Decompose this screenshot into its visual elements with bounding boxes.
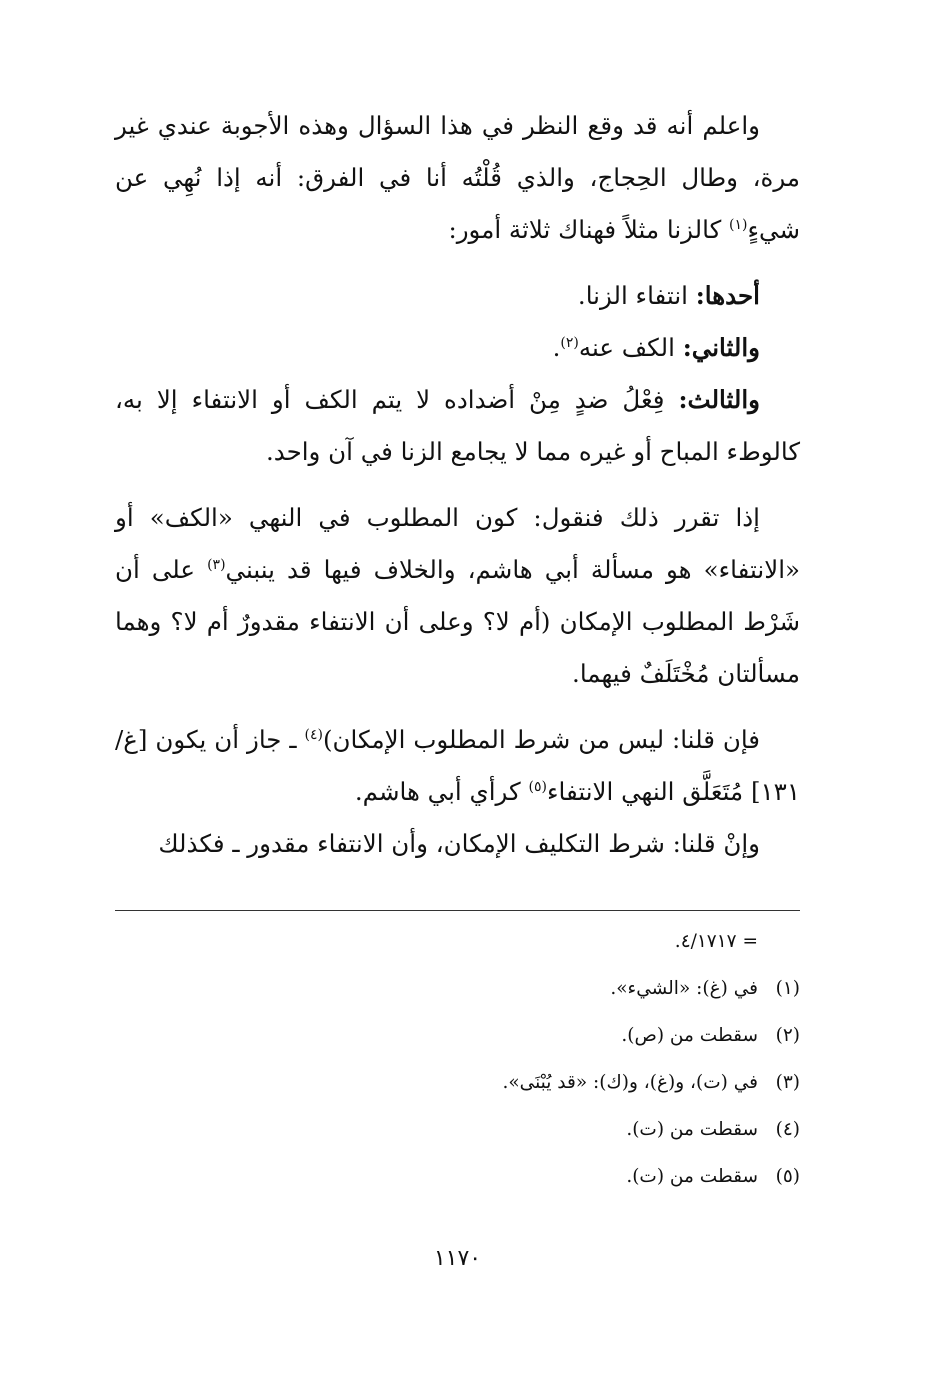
footnote-ref-4[interactable]: (٤) — [304, 726, 323, 743]
footnote-ref-2[interactable]: (٢) — [560, 334, 579, 351]
footnote-ref-3[interactable]: (٣) — [207, 556, 226, 573]
footnote-continuation: = ٤/١٧١٧. — [674, 931, 758, 952]
footnote-text: سقطت من (ص). — [621, 1025, 758, 1046]
footnote-4 — [115, 1118, 800, 1165]
footnote-ref-1[interactable]: (١) — [729, 216, 748, 233]
text: إذا تقرر ذلك فنقول: كون المطلوب في النهي «الكف» أو «الانتفاء» هو مسألة أبي هاشم، والخلاف فيها قد ينبني — [115, 503, 800, 584]
footnote-text: سقطت من (ت). — [626, 1166, 758, 1187]
text: . — [552, 333, 561, 362]
text: انتفاء الزنا. — [577, 281, 696, 310]
text: على أن شَرْط المطلوب الإمكان (أم لا؟ وعلى أن الانتفاء مقدورٌ أم لا؟ وهما مسألتان مُخْتَلَفٌ فيهما. — [115, 555, 800, 688]
paragraph-6 — [115, 714, 800, 818]
footnote-ref-5[interactable]: (٥) — [528, 778, 547, 795]
footnote-2 — [115, 1024, 800, 1071]
paragraph-7 — [115, 818, 800, 870]
text: فِعْلُ ضدٍ مِنْ أضداده لا يتم الكف أو الانتفاء إلا به، كالوطء المباح أو غيره مما لا يجامع الزنا في آن واحد. — [115, 385, 800, 466]
footnote-3 — [115, 1071, 800, 1118]
footnote-text: في (غ): «الشيء». — [610, 978, 758, 999]
footnote-number: (١) — [775, 978, 800, 999]
point-lead: والثالث: — [678, 385, 760, 414]
footnote-separator — [115, 910, 800, 911]
footnote-number: (٤) — [775, 1119, 800, 1140]
text: واعلم أنه قد وقع النظر في هذا السؤال وهذه الأجوبة عندي غير مرة، وطال الحِجاج، والذي قُلْتُه أنا في الفرق: أنه إذا نُهِي عن شيءٍ — [115, 111, 800, 244]
main-text — [115, 100, 800, 870]
footnote-number: (٥) — [775, 1166, 800, 1187]
text: فإن قلنا: ليس من شرط المطلوب الإمكان) — [322, 725, 760, 754]
text: كرأي أبي هاشم. — [354, 777, 529, 806]
footnote-number: (٣) — [775, 1072, 800, 1093]
footnote-1 — [115, 977, 800, 1024]
footnotes — [115, 930, 800, 1212]
page-number: ١١٧٠ — [433, 1246, 482, 1271]
footnote-text: سقطت من (ت). — [626, 1119, 758, 1140]
text: الكف عنه — [578, 333, 683, 362]
footnote-number: (٢) — [775, 1025, 800, 1046]
point-lead: أحدها: — [695, 281, 760, 310]
point-lead: والثاني: — [682, 333, 760, 362]
paragraph-3 — [115, 322, 800, 374]
paragraph-2 — [115, 270, 800, 322]
text: كالزنا مثلاً فهناك ثلاثة أمور: — [448, 215, 730, 244]
book-page — [115, 100, 800, 1340]
footnote-5 — [115, 1165, 800, 1212]
text: وإنْ قلنا: شرط التكليف الإمكان، وأن الانتفاء مقدور ـ فكذلك — [158, 829, 760, 858]
text: ـ جاز أن يكون [غ/١٣١] مُتَعَلَّق النهي الانتفاء — [115, 725, 800, 806]
footnote-text: في (ت)، و(غ)، و(ك): «قد يُبْنَى». — [502, 1072, 758, 1093]
paragraph-5 — [115, 492, 800, 700]
paragraph-4 — [115, 374, 800, 478]
paragraph-1 — [115, 100, 800, 256]
